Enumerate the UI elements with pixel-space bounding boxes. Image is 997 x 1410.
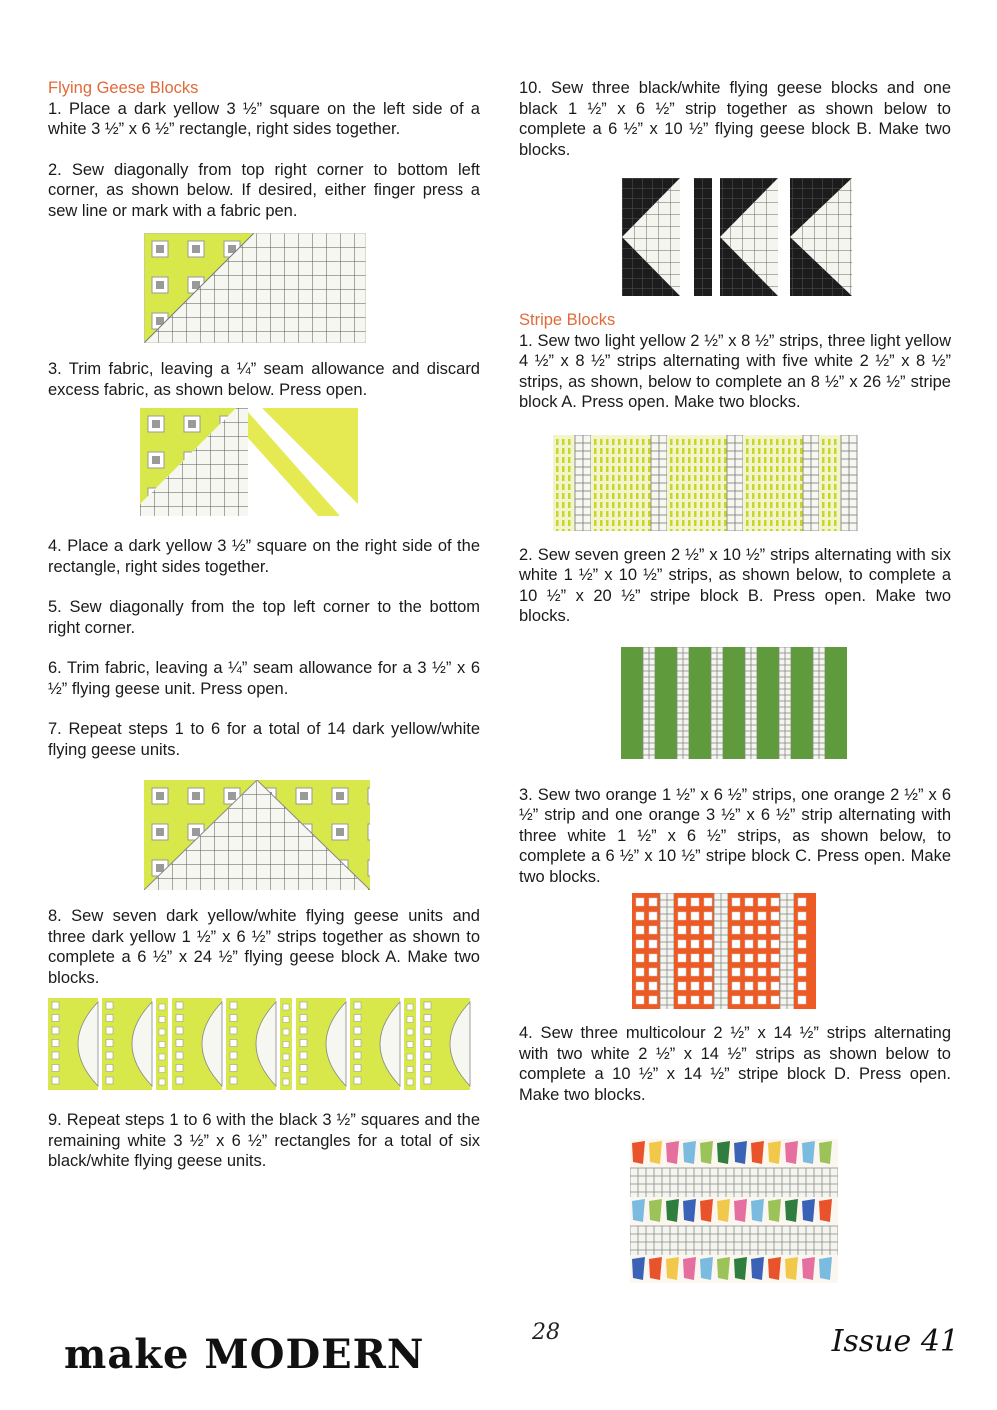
geese-unit [226,998,276,1090]
white-strip [714,893,728,1009]
figure-stripe-block-c [632,893,828,1009]
white-strip [651,435,667,531]
figure-stripe-block-b [621,647,851,759]
figure-trimmed-corner [140,408,358,516]
figure-stripe-block-d [630,1139,838,1283]
stripe-step-2: 2. Sew seven green 2 ½” x 10 ½” strips alternating with six white 1 ½” x 10 ½” strips, as shown below, to complete a 10 ½” x 20 ½” stripe block B. Press open. Make two blocks. [519,545,951,625]
green-strip [621,647,643,759]
yellow-strip [404,998,416,1090]
white-strip [575,435,591,531]
green-strip [689,647,711,759]
white-strip [677,647,689,759]
step-5: 5. Sew diagonally from the top left corner to the bottom right corner. [48,598,480,637]
page-footer [0,1300,997,1400]
white-strip [745,647,757,759]
figure-flying-geese-unit [144,780,370,890]
light-yellow-strip [591,435,651,531]
orange-strip [632,893,660,1009]
issue-number: Issue 41 [831,1324,959,1359]
multicolour-strip [630,1255,838,1283]
green-strip [791,647,813,759]
white-strip [780,893,794,1009]
step-2: 2. Sew diagonally from top right corner to bottom left corner, as shown below. If desired, either finger press a sew line or mark with a fabric pen. [48,160,480,220]
green-strip [655,647,677,759]
light-yellow-strip [819,435,841,531]
logo-text: make MODERN [64,1331,425,1378]
white-strip [841,435,857,531]
step-6: 6. Trim fabric, leaving a ¼” seam allowance for a 3 ½” x 6 ½” flying geese unit. Press open. [48,659,480,698]
white-strip [813,647,825,759]
magazine-logo [64,1314,424,1378]
stripe-step-3: 3. Sew two orange 1 ½” x 6 ½” strips, one orange 2 ½” x 6 ½” strip and one orange 3 ½” x 6 ½” strip alternating with three white 1 ½” x 6 ½” strips, as shown below, to complete a 6 ½” x 10 ½” stripe block C. Press open. Make two blocks. [519,785,951,886]
step-4: 4. Place a dark yellow 3 ½” square on the right side of the rectangle, right sides together. [48,537,480,576]
green-strip [825,647,847,759]
section-heading-stripe-blocks: Stripe Blocks [519,311,616,329]
white-strip [803,435,819,531]
white-strip [630,1168,838,1197]
geese-unit [296,998,346,1090]
step-8: 8. Sew seven dark yellow/white flying geese units and three dark yellow 1 ½” x 6 ½” strips together as shown to complete a 6 ½” x 24 ½” flying geese block A. Make two blocks. [48,907,480,987]
right-column [519,78,951,1283]
yellow-strip [280,998,292,1090]
yellow-strip [156,998,168,1090]
section-heading-flying-geese: Flying Geese Blocks [48,79,199,97]
white-strip [630,1226,838,1255]
geese-unit [350,998,400,1090]
light-yellow-strip [553,435,575,531]
multicolour-strip [630,1139,838,1168]
figure-flying-geese-block-a [48,998,492,1090]
white-strip [727,435,743,531]
light-yellow-strip [667,435,727,531]
step-9: 9. Repeat steps 1 to 6 with the black 3 ½” squares and the remaining white 3 ½” x 6 ½” rectangles for a total of six black/white flying geese units. [48,1111,480,1170]
green-strip [757,647,779,759]
left-column [48,78,480,1172]
white-strip [711,647,723,759]
multicolour-strip [630,1197,838,1226]
white-strip [779,647,791,759]
figure-square-on-rectangle [144,233,366,343]
orange-strip [728,893,780,1009]
orange-strip [794,893,816,1009]
step-1: 1. Place a dark yellow 3 ½” square on the left side of a white 3 ½” x 6 ½” rectangle, right sides together. [48,99,480,138]
stripe-step-4: 4. Sew three multicolour 2 ½” x 14 ½” strips alternating with two white 2 ½” x 14 ½” strips as shown below to complete a 10 ½” x 14 ½” stripe block D. Press open. Make two blocks. [519,1024,951,1104]
white-strip [643,647,655,759]
white-strip [660,893,674,1009]
geese-unit [48,998,98,1090]
geese-unit [420,998,470,1090]
stripe-step-1: 1. Sew two light yellow 2 ½” x 8 ½” strips, three light yellow 4 ½” x 8 ½” strips alternating with five white 2 ½” x 8 ½” strips, as shown, below to complete an 8 ½” x 26 ½” stripe block A. Press open. Make two blocks. [519,331,951,411]
light-yellow-strip [743,435,803,531]
step-10: 10. Sew three black/white flying geese blocks and one black 1 ½” x 6 ½” strip together as shown below to complete a 6 ½” x 10 ½” flying geese block B. Make two blocks. [519,79,951,159]
geese-unit [102,998,152,1090]
step-3: 3. Trim fabric, leaving a ¼” seam allowance and discard excess fabric, as shown below. Press open. [48,360,480,399]
green-strip [723,647,745,759]
figure-stripe-block-a [553,435,931,531]
figure-flying-geese-block-b [622,178,852,296]
geese-unit [172,998,222,1090]
step-7: 7. Repeat steps 1 to 6 for a total of 14 dark yellow/white flying geese units. [48,720,480,759]
orange-strip [674,893,714,1009]
page-number: 28 [532,1320,560,1345]
